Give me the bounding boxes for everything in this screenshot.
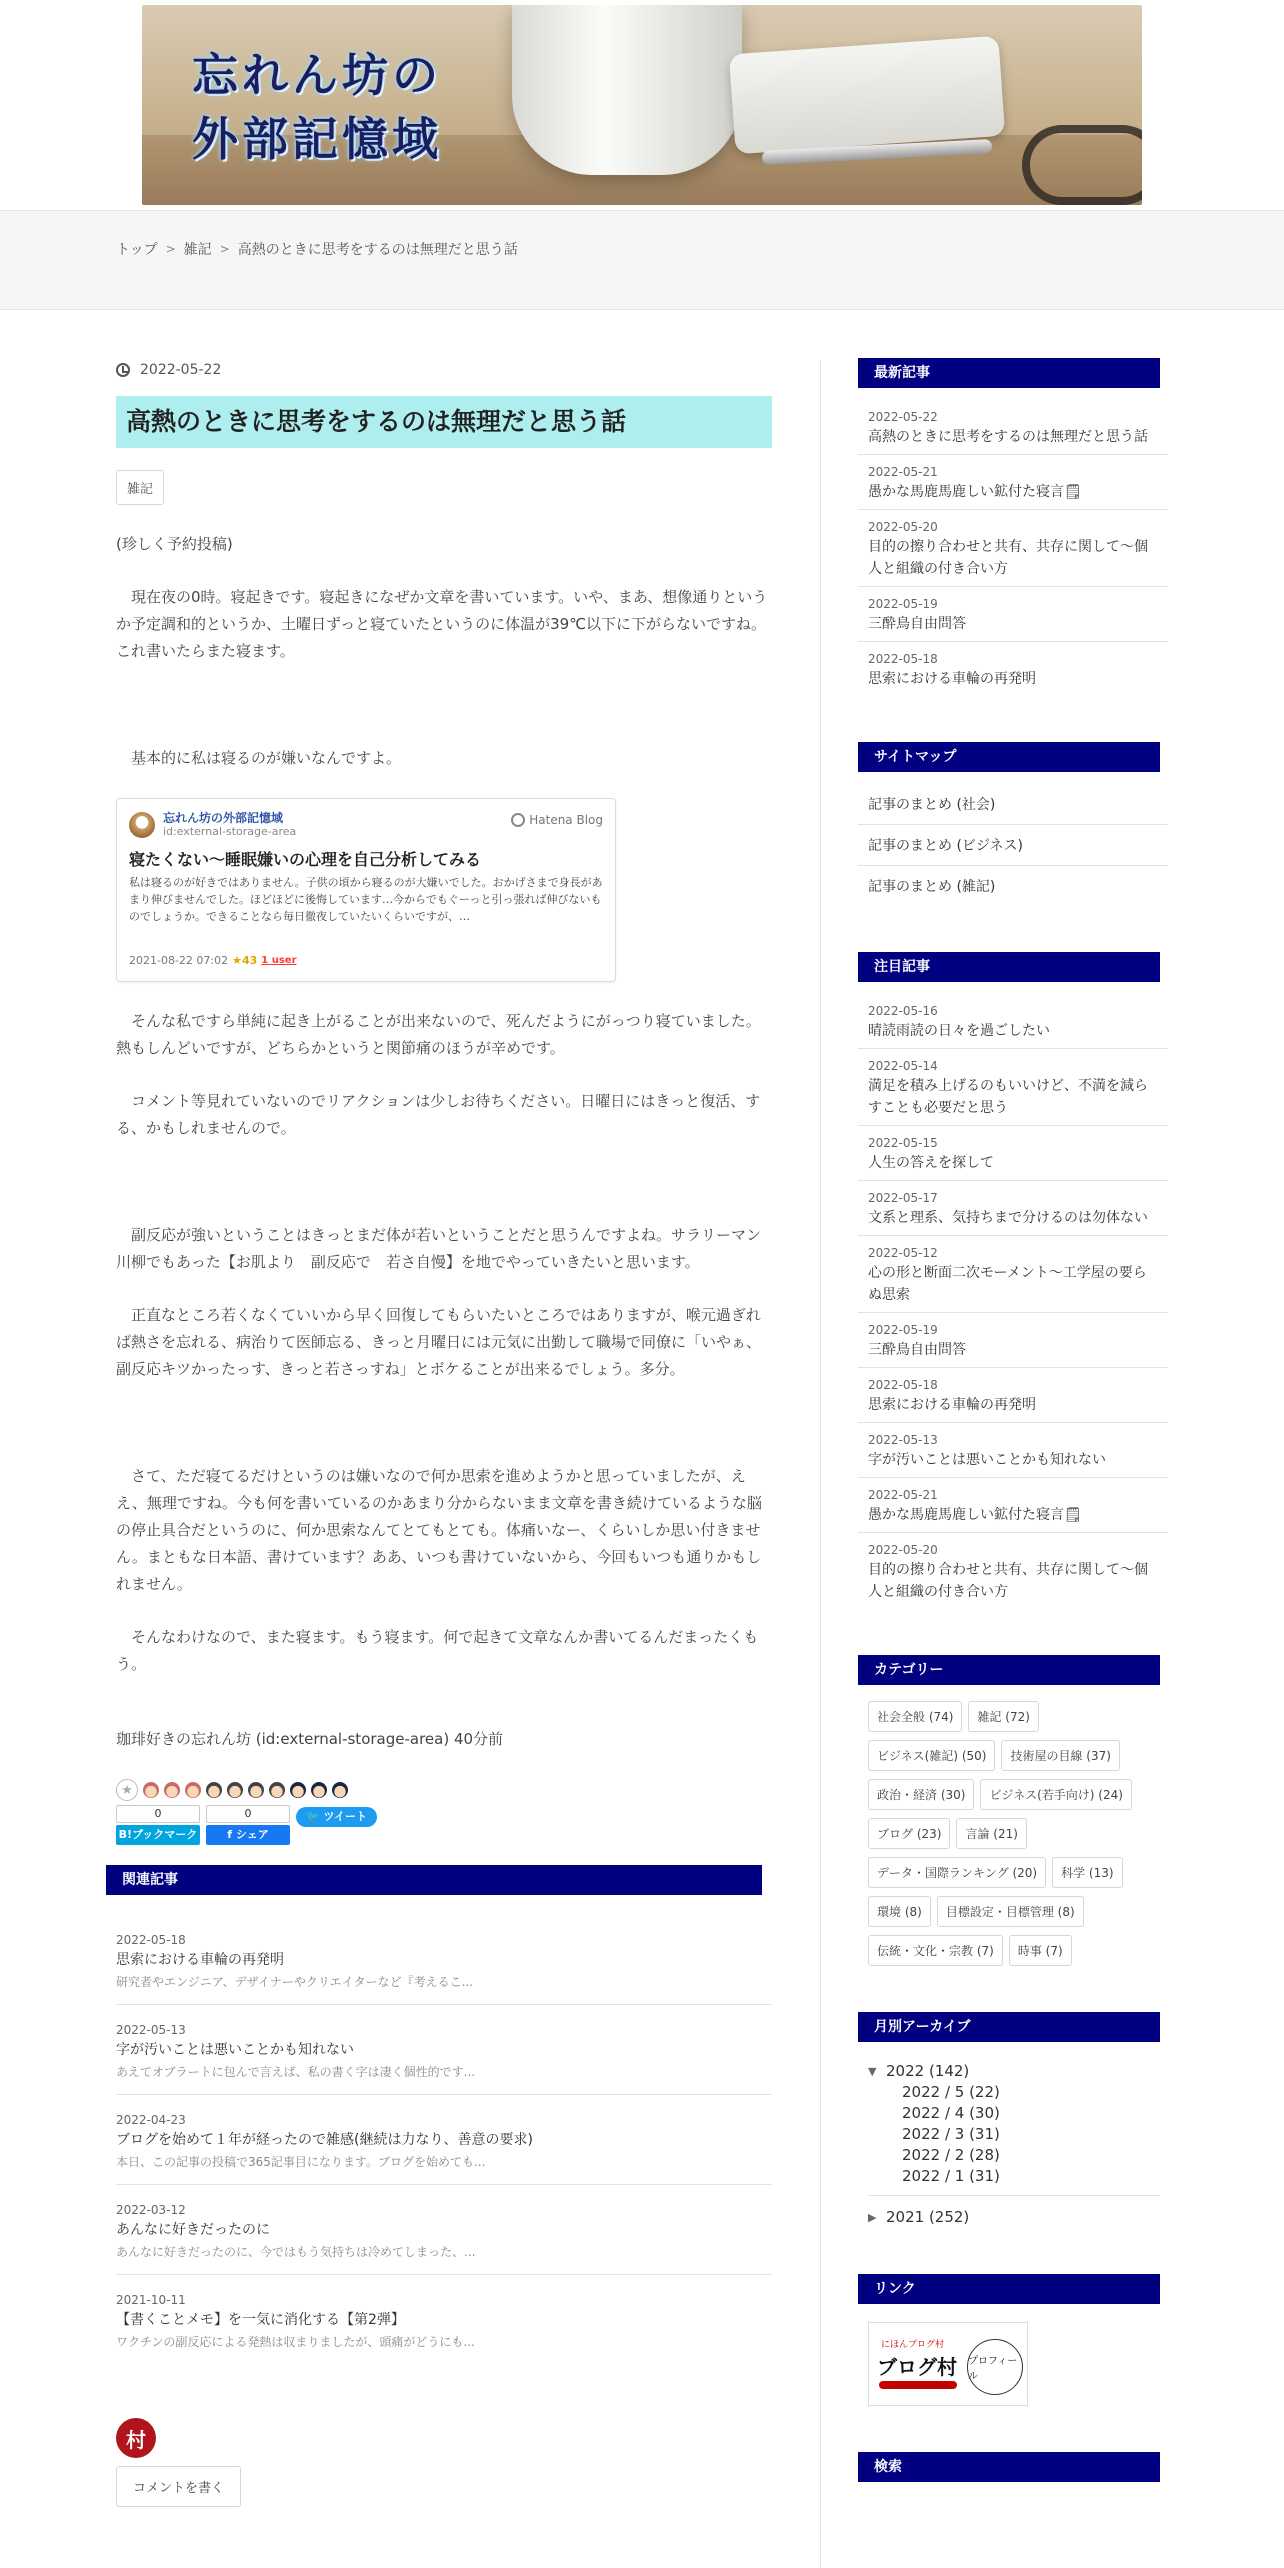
article-paragraph: そんなわけなので、また寝ます。もう寝ます。何で起きて文章なんか書いてるんだまったくもう。 <box>116 1628 759 1673</box>
embed-title[interactable]: 寝たくない～睡眠嫌いの心理を自己分析してみる <box>129 850 482 869</box>
archive-month-link[interactable]: 2022 / 3 (31) <box>902 2125 1000 2143</box>
category-chip[interactable]: ビジネス(若手向け) (24) <box>980 1779 1131 1810</box>
share-buttons <box>116 1805 772 1845</box>
article-paragraph: 基本的に私は寝るのが嫌いなんですよ。 <box>131 749 402 767</box>
breadcrumb-top[interactable]: トップ <box>116 242 158 258</box>
star-user-avatar[interactable] <box>164 1782 180 1798</box>
article-paragraph: コメント等見れていないのでリアクションは少しお待ちください。日曜日にはきっと復活、する、かもしれませんので。 <box>116 1092 761 1137</box>
article-paragraph: 現在夜の0時。寝起きです。寝起きになぜか文章を書いています。いや、まあ、想像通りというか予定調和的というか、土曜日ずっと寝ていたというのに体温が39℃以下に下がらないですね。これ書いたらまた寝ます。 <box>116 588 768 660</box>
divider <box>868 2195 1160 2196</box>
related-item[interactable] <box>116 2293 772 2364</box>
related-list <box>116 1933 772 2364</box>
article-paragraph: (珍しく予約投稿) <box>116 535 233 553</box>
banner-phone <box>729 36 1005 155</box>
related-title[interactable]: ブログを始めて１年が経ったので雑感(継続は力なり、善意の要求) <box>116 2132 533 2148</box>
write-comment-button[interactable]: コメントを書く <box>116 2466 241 2507</box>
featured-post-item[interactable] <box>858 994 1168 1049</box>
site-header <box>0 0 1284 210</box>
featured-post-title[interactable]: 字が汚いことは悪いことかも知れない <box>868 1452 1106 1468</box>
breadcrumb-separator: > <box>165 242 176 256</box>
sitemap-link[interactable]: 記事のまとめ (雑記) <box>868 879 996 895</box>
category-cloud <box>858 1701 1168 1966</box>
category-chip[interactable]: ビジネス(雑記) (50) <box>868 1740 995 1771</box>
categories-widget <box>858 1655 1168 1966</box>
related-excerpt: あんなに好きだったのに、今ではもう気持ちは冷めてしまった、... <box>116 2245 476 2259</box>
breadcrumb-category[interactable]: 雑記 <box>183 242 212 258</box>
related-excerpt: あえてオブラートに包んで言えば、私の書く字は凄く個性的です... <box>116 2065 476 2079</box>
recent-post-date: 2022-05-18 <box>868 652 938 666</box>
featured-post-title[interactable]: 人生の答えを探して <box>868 1155 994 1171</box>
hatena-bookmark-button[interactable]: B!ブックマーク <box>116 1825 200 1845</box>
article-paragraph: さて、ただ寝てるだけというのは嫌いなので何か思索を進めようかと思っていましたが、ええ、無理ですね。今も何を書いているのかあまり分からないまま文章を書き続けているような脳の停止具合だというのに、何か思索なんてとてもとても。体痛いなー、くらいしか思い付きません。まともな日本語、書けています？ああ、いつも書けていないから、今回もいつも通りかもしれません。 <box>116 1467 762 1593</box>
blogmura-swoosh <box>879 2381 957 2389</box>
comment-area <box>116 2418 772 2507</box>
recent-post-date: 2022-05-21 <box>868 465 938 479</box>
featured-post-date: 2022-05-16 <box>868 1004 938 1018</box>
column-divider <box>820 360 821 2568</box>
star-user-avatar[interactable] <box>332 1782 348 1798</box>
facebook-share-button[interactable]: f シェア <box>206 1825 290 1845</box>
featured-post-item[interactable] <box>858 1126 1168 1181</box>
featured-post-title[interactable]: 三酔鳥自由問答 <box>868 1342 966 1358</box>
related-date: 2022-05-18 <box>116 1933 186 1947</box>
related-item[interactable] <box>116 1933 772 2005</box>
featured-post-title[interactable]: 文系と理系、気持ちまで分けるのは勿体ない <box>868 1210 1148 1226</box>
avatar[interactable]: 村 <box>116 2418 156 2458</box>
search-widget <box>858 2452 1168 2482</box>
hatena-icon <box>511 813 525 827</box>
hatena-bookmark-share <box>116 1805 200 1845</box>
recent-post-date: 2022-05-19 <box>868 597 938 611</box>
related-title[interactable]: 字が汚いことは悪いことかも知れない <box>116 2042 354 2058</box>
featured-post-date: 2022-05-13 <box>868 1433 938 1447</box>
featured-post-date: 2022-05-14 <box>868 1059 938 1073</box>
category-chip[interactable]: ブログ (23) <box>868 1818 950 1849</box>
recent-post-title[interactable]: 目的の擦り合わせと共有、共存に関して～個人と組織の付き合い方 <box>868 539 1148 577</box>
clock-icon <box>116 363 130 377</box>
embed-stars: ★43 <box>232 954 258 967</box>
archive-year-label[interactable]: 2022 (142) <box>886 2062 970 2080</box>
featured-post-item[interactable] <box>858 1181 1168 1236</box>
archive-year-2021[interactable] <box>868 2206 1168 2228</box>
recent-post-date: 2022-05-22 <box>868 410 938 424</box>
related-item[interactable] <box>116 2023 772 2095</box>
related-excerpt: 研究者やエンジニア、デザイナーやクリエイターなど『考えるこ... <box>116 1975 474 1989</box>
search-heading: 検索 <box>858 2452 1160 2482</box>
recent-posts-widget <box>858 358 1168 696</box>
featured-post-date: 2022-05-21 <box>868 1488 938 1502</box>
facebook-share <box>206 1805 290 1845</box>
star-user-avatar[interactable] <box>290 1782 306 1798</box>
sitemap-heading: サイトマップ <box>858 742 1160 772</box>
featured-post-date: 2022-05-12 <box>868 1246 938 1260</box>
archive-months <box>868 2082 1168 2187</box>
archive-month-link[interactable]: 2022 / 1 (31) <box>902 2167 1000 2185</box>
featured-post-title[interactable]: 目的の擦り合わせと共有、共存に関して～個人と組織の付き合い方 <box>868 1562 1148 1600</box>
category-chip[interactable]: 目標設定・目標管理 (8) <box>937 1896 1084 1927</box>
featured-post-title[interactable]: 思索における車輪の再発明 <box>868 1397 1036 1413</box>
related-date: 2021-10-11 <box>116 2293 186 2307</box>
embed-excerpt: 私は寝るのが好きではありません。子供の頃から寝るのが大嫌いでした。おかげさまで身長があまり伸びませんでした。ほどほどに後悔しています…今からでもぐーっと引っ張れば伸びないものでしょうか。できることなら毎日徹夜していたいくらいですが、… <box>129 876 603 923</box>
recent-post-title[interactable]: 三酔鳥自由問答 <box>868 616 966 632</box>
post-date-text: 2022-05-22 <box>140 362 222 378</box>
blogmura-logo: ブログ村 <box>877 2355 957 2379</box>
featured-post-item[interactable] <box>858 1049 1168 1126</box>
featured-posts-heading: 注目記事 <box>858 952 1160 982</box>
coffee-icon <box>129 812 155 838</box>
recent-post-item[interactable] <box>858 642 1168 696</box>
recent-post-item[interactable] <box>858 587 1168 642</box>
category-tag[interactable]: 雑記 <box>116 470 164 505</box>
related-item[interactable] <box>116 2203 772 2275</box>
featured-post-item[interactable] <box>858 1533 1168 1609</box>
embed-site-name[interactable]: 忘れん坊の外部記憶域 <box>163 811 284 825</box>
archive-widget <box>858 2012 1168 2228</box>
featured-post-title[interactable]: 晴読雨読の日々を過ごしたい <box>868 1023 1050 1039</box>
embed-date: 2021-08-22 07:02 <box>129 954 229 967</box>
archive-year-label[interactable]: 2021 (252) <box>886 2208 970 2226</box>
recent-post-item[interactable] <box>858 455 1168 510</box>
recent-post-title[interactable]: 愚かな馬鹿馬鹿しい鉱付た寝言🗒 <box>868 484 1082 500</box>
breadcrumb <box>116 239 518 259</box>
recent-post-date: 2022-05-20 <box>868 520 938 534</box>
archive-month-link[interactable]: 2022 / 4 (30) <box>902 2104 1000 2122</box>
star-user-avatar[interactable] <box>185 1782 201 1798</box>
links-heading: リンク <box>858 2274 1160 2304</box>
related-title[interactable]: 思索における車輪の再発明 <box>116 1952 284 1968</box>
tweet-button-label: ツイート <box>323 1810 367 1823</box>
recent-post-item[interactable] <box>858 510 1168 587</box>
links-widget <box>858 2274 1168 2406</box>
star-user-avatar[interactable] <box>143 1782 159 1798</box>
featured-post-item[interactable] <box>858 1423 1168 1478</box>
related-heading: 関連記事 <box>106 1865 762 1895</box>
hatena-service-name: Hatena Blog <box>529 813 603 827</box>
featured-post-title[interactable]: 心の形と断面二次モーメント〜工学屋の要らぬ思索 <box>868 1265 1147 1303</box>
embed-meta <box>129 954 297 967</box>
article <box>116 360 772 2507</box>
featured-post-date: 2022-05-15 <box>868 1136 938 1150</box>
related-date: 2022-05-13 <box>116 2023 186 2037</box>
tweet-button[interactable]: 🐦 ツイート <box>296 1807 377 1827</box>
archive-tree <box>858 2060 1168 2228</box>
post-date <box>116 360 772 380</box>
category-chip[interactable]: データ・国際ランキング (20) <box>868 1857 1046 1888</box>
recent-post-item[interactable] <box>858 400 1168 455</box>
archive-year-2022[interactable] <box>868 2060 1168 2082</box>
featured-posts-widget <box>858 952 1168 1609</box>
article-paragraph: 正直なところ若くなくていいから早く回復してもらいたいところではありますが、喉元過ぎれば熱さを忘れる、病治りて医師忘る、きっと月曜日には元気に出勤して職場で同僚に「いやぁ、副反応キツかったっす、きっと若さっすね」とボケることが出来るでしょう。多分。 <box>116 1306 762 1378</box>
blogmura-sub-label: にほんブログ村 <box>881 2340 945 2350</box>
sidebar <box>858 358 1168 2528</box>
archive-month-link[interactable]: 2022 / 2 (28) <box>902 2146 1000 2164</box>
sitemap-link[interactable]: 記事のまとめ (ビジネス) <box>858 825 1168 866</box>
star-user-avatar[interactable] <box>269 1782 285 1798</box>
featured-post-date: 2022-05-20 <box>868 1543 938 1557</box>
archive-month-link[interactable]: 2022 / 5 (22) <box>902 2083 1000 2101</box>
featured-post-title[interactable]: 満足を積み上げるのもいいけど、不満を減らすことも必要だと思う <box>868 1078 1148 1116</box>
embed-card[interactable] <box>116 798 616 982</box>
site-title[interactable]: 忘れん坊の 外部記憶域 <box>192 48 442 166</box>
bookmark-count: 0 <box>116 1805 200 1823</box>
breadcrumb-band <box>0 210 1284 310</box>
category-chip[interactable]: 技術屋の目線 (37) <box>1001 1740 1119 1771</box>
author-line[interactable]: 珈琲好きの忘れん坊 (id:external-storage-area) 40分前 <box>116 1730 504 1748</box>
category-chip[interactable]: 社会全般 (74) <box>868 1701 962 1732</box>
featured-post-item[interactable] <box>858 1313 1168 1368</box>
featured-post-date: 2022-05-19 <box>868 1323 938 1337</box>
featured-post-item[interactable] <box>858 1368 1168 1423</box>
category-chip[interactable]: 言論 (21) <box>956 1818 1026 1849</box>
category-chip[interactable]: 時事 (7) <box>1009 1935 1072 1966</box>
featured-post-date: 2022-05-18 <box>868 1378 938 1392</box>
related-item[interactable] <box>116 2113 772 2185</box>
spacer <box>116 665 772 719</box>
sitemap-link[interactable]: 記事のまとめ (社会) <box>858 784 1168 825</box>
recent-post-title[interactable]: 高熱のときに思考をするのは無理だと思う話 <box>868 429 1148 445</box>
categories-heading: カテゴリー <box>858 1655 1160 1685</box>
embed-users[interactable]: 1 user <box>261 955 297 966</box>
chevron-right-icon[interactable]: ▶ <box>868 2210 877 2224</box>
blogmura-banner[interactable] <box>868 2322 1028 2406</box>
sitemap-widget <box>858 742 1168 906</box>
recent-posts-heading: 最新記事 <box>858 358 1160 388</box>
add-star-icon[interactable]: ★ <box>116 1779 138 1801</box>
recent-posts-list <box>858 400 1168 696</box>
banner-coffee-cup <box>512 5 742 175</box>
embed-site-id: id:external-storage-area <box>163 825 297 838</box>
related-date: 2022-04-23 <box>116 2113 186 2127</box>
archive-heading: 月別アーカイブ <box>858 2012 1160 2042</box>
related-excerpt: 本日、この記事の投稿で365記事目になります。ブログを始めても... <box>116 2155 486 2169</box>
spacer <box>116 1142 772 1196</box>
star-user-avatar[interactable] <box>227 1782 243 1798</box>
related-date: 2022-03-12 <box>116 2203 186 2217</box>
category-chip[interactable]: 政治・経済 (30) <box>868 1779 974 1810</box>
hatena-blog-logo <box>511 813 603 827</box>
breadcrumb-separator: > <box>219 242 230 256</box>
star-user-avatar[interactable] <box>206 1782 222 1798</box>
related-excerpt: ワクチンの副反応による発熱は収まりましたが、頭痛がどうにも... <box>116 2335 475 2349</box>
featured-post-date: 2022-05-17 <box>868 1191 938 1205</box>
profile-link[interactable]: プロフィール <box>967 2339 1023 2395</box>
category-chip[interactable]: 伝統・文化・宗教 (7) <box>868 1935 1003 1966</box>
chevron-down-icon[interactable]: ▼ <box>868 2064 877 2078</box>
featured-post-item[interactable] <box>858 1236 1168 1313</box>
related-title[interactable]: 【書くことメモ】を一気に消化する【第2弾】 <box>116 2312 405 2328</box>
star-user-avatar[interactable] <box>311 1782 327 1798</box>
page-title: 高熱のときに思考をするのは無理だと思う話 <box>116 396 772 448</box>
category-chip[interactable]: 科学 (13) <box>1052 1857 1122 1888</box>
breadcrumb-current: 高熱のときに思考をするのは無理だと思う話 <box>237 242 518 258</box>
related-title[interactable]: あんなに好きだったのに <box>116 2222 270 2238</box>
featured-post-item[interactable] <box>858 1478 1168 1533</box>
banner-glasses <box>1022 125 1142 205</box>
category-chip[interactable]: 雑記 (72) <box>968 1701 1038 1732</box>
header-banner[interactable] <box>142 5 1142 205</box>
featured-posts-list <box>858 994 1168 1609</box>
spacer <box>116 1383 772 1437</box>
article-paragraph: 副反応が強いということはきっとまだ体が若いということだと思うんですよね。サラリーマン川柳でもあった【お肌より 副反応で 若さ自慢】を地でやっていきたいと思います。 <box>116 1226 762 1271</box>
category-chip[interactable]: 環境 (8) <box>868 1896 931 1927</box>
recent-post-title[interactable]: 思索における車輪の再発明 <box>868 671 1036 687</box>
star-row <box>116 1779 772 1801</box>
featured-post-title[interactable]: 愚かな馬鹿馬鹿しい鉱付た寝言🗒 <box>868 1507 1082 1523</box>
article-paragraph: そんな私ですら単純に起き上がることが出来ないので、死んだようにがっつり寝ていました。熱もしんどいですが、どちらかというと関節痛のほうが辛めです。 <box>116 1012 761 1057</box>
sitemap-list <box>858 784 1168 906</box>
star-user-avatar[interactable] <box>248 1782 264 1798</box>
facebook-count: 0 <box>206 1805 290 1823</box>
